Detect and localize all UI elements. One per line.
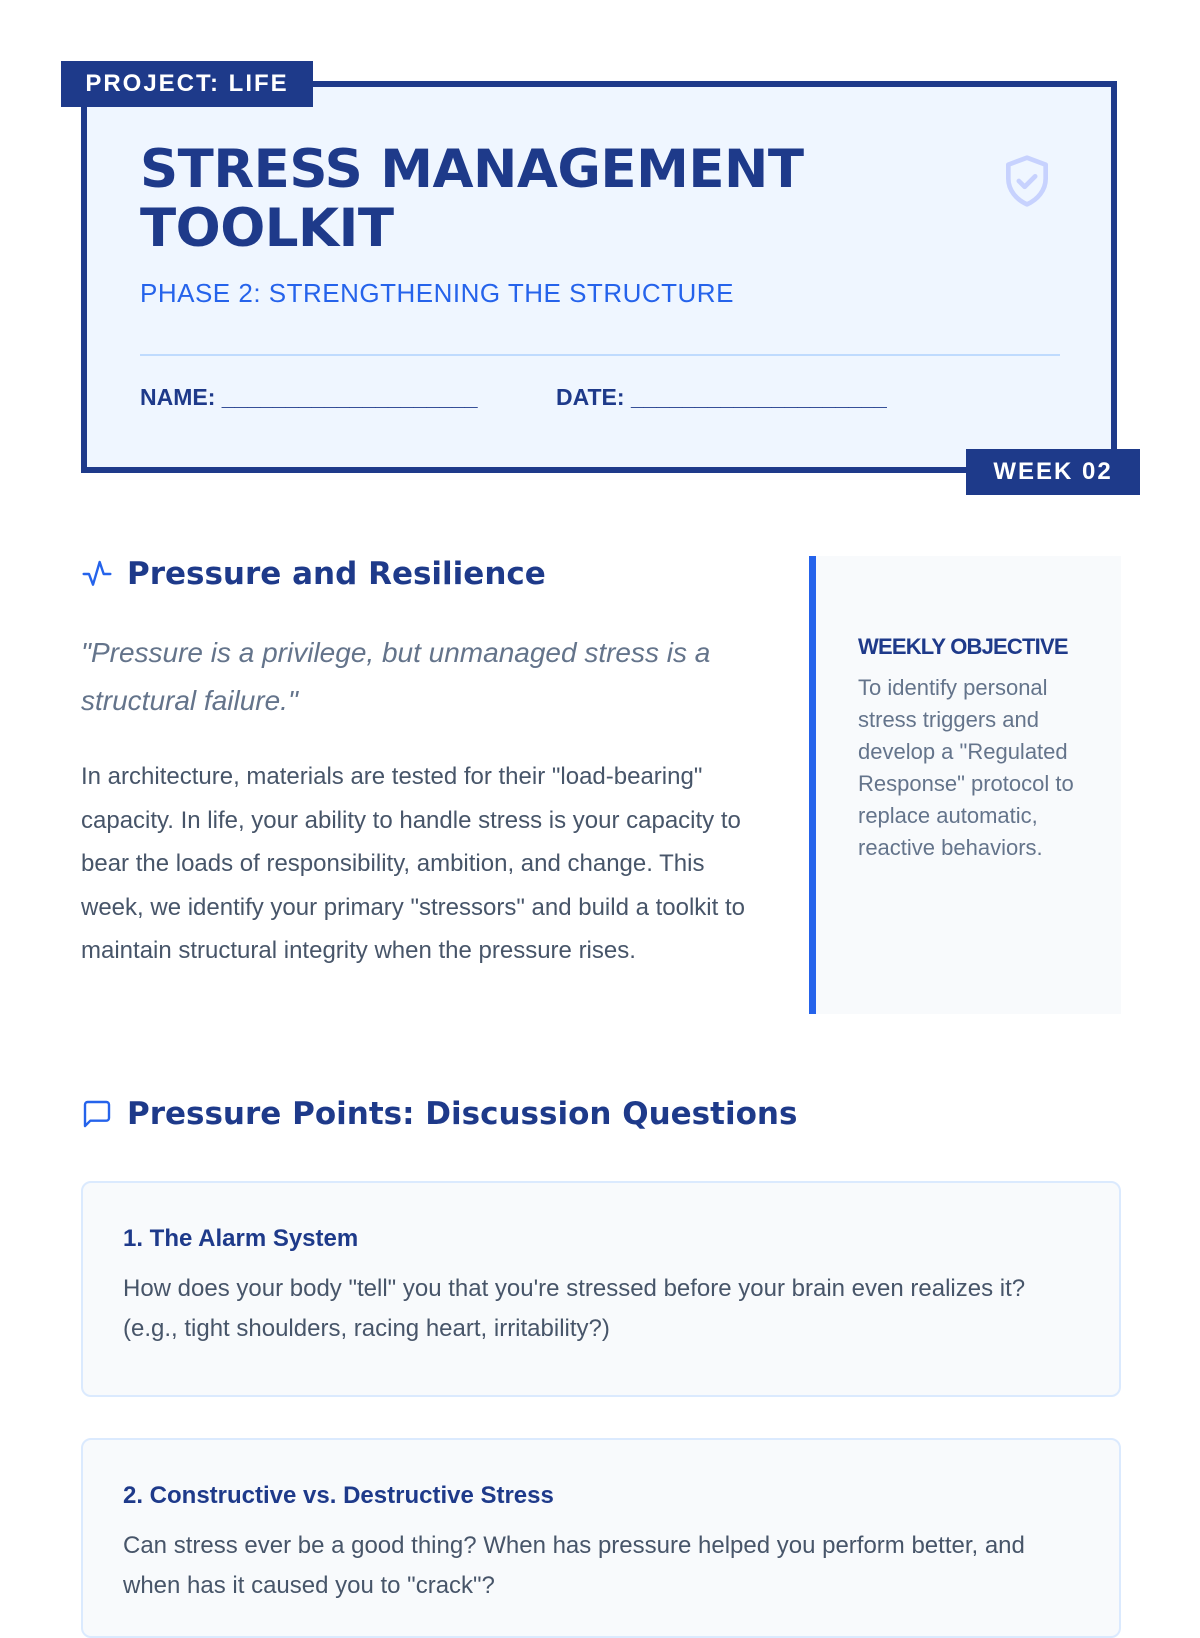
- message-square-icon: [81, 1098, 113, 1130]
- name-field: NAME: ____________________: [140, 384, 478, 410]
- header-divider: [140, 354, 1060, 356]
- objective-text: To identify personal stress triggers and develop a "Regulated Response" protocol to replace automatic, reactive behaviors.: [858, 675, 1074, 860]
- weekly-objective-panel: [809, 556, 1121, 1014]
- section-heading-text: Pressure and Resilience: [127, 556, 546, 592]
- question-text: Can stress ever be a good thing? When has pressure helped you perform better, and when has it caused you to "crack"?: [123, 1532, 1025, 1599]
- section-heading-discussion: [81, 1096, 797, 1132]
- question-text: How does your body "tell" you that you're stressed before your brain even realizes it? (e.g., tight shoulders, racing heart, irritability?): [123, 1275, 1026, 1342]
- question-card: [81, 1438, 1121, 1638]
- question-title: 2. Constructive vs. Destructive Stress: [123, 1482, 554, 1509]
- project-tag: PROJECT: LIFE: [61, 61, 313, 107]
- intro-quote: "Pressure is a privilege, but unmanaged stress is a structural failure.": [81, 637, 711, 716]
- week-tag: WEEK 02: [966, 449, 1140, 495]
- page-title: STRESS MANAGEMENT TOOLKIT: [140, 139, 804, 259]
- question-card: [81, 1181, 1121, 1397]
- objective-title: WEEKLY OBJECTIVE: [858, 634, 1068, 659]
- activity-pulse-icon: [81, 558, 113, 590]
- question-title: 1. The Alarm System: [123, 1225, 359, 1252]
- shield-check-icon: [999, 149, 1055, 213]
- section-heading-text: Pressure Points: Discussion Questions: [127, 1096, 798, 1132]
- section-heading-resilience: [81, 556, 546, 592]
- intro-body: In architecture, materials are tested for their "load-bearing" capacity. In life, your ability to handle stress is your capacity to bear the loads of responsibility, ambition, and change. This week, we identify your primary "stressors" and build a toolkit to maintain structural integrity when the pressure rises.: [81, 763, 745, 964]
- page-subtitle: PHASE 2: STRENGTHENING THE STRUCTURE: [140, 278, 734, 308]
- date-field: DATE: ____________________: [556, 384, 887, 410]
